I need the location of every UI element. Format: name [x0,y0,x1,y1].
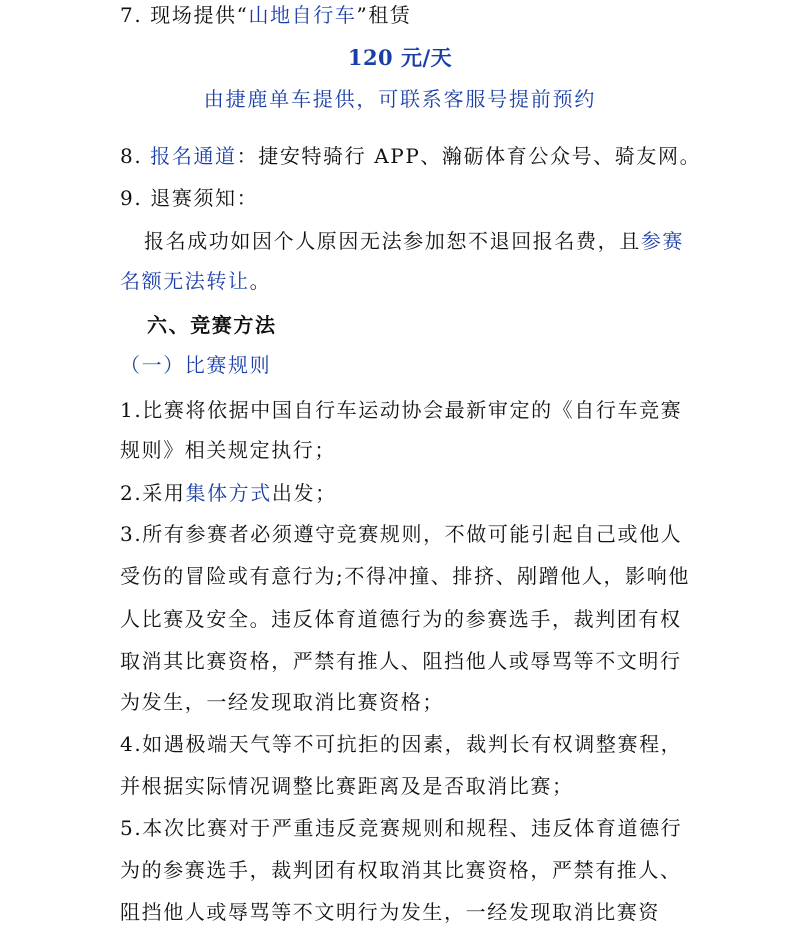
rule2-line [0,480,800,506]
item8-prefix: 8. [120,144,151,168]
section6-heading: 六、竞赛方法 [147,313,277,337]
item9-line2 [0,268,800,294]
item8-line [0,143,800,169]
rule1-line2: 规则》相关规定执行； [120,438,336,462]
item9-line1-plain: 报名成功如因个人原因无法参加恕不退回报名费，且 [144,229,641,253]
section6-subheading: （一）比赛规则 [120,353,272,377]
rule2-prefix: 2.采用 [120,481,186,505]
rule5-line1: 5.本次比赛对于严重违反竞赛规则和规程、违反体育道德行 [120,816,683,840]
item7-prefix: 7. 现场提供“ [120,3,249,27]
rule3-line3: 人比赛及安全。违反体育道德行为的参赛选手，裁判团有权 [120,607,682,631]
item8-highlight: 报名通道 [150,144,237,168]
rule3-line4: 取消其比赛资格，严禁有推人、阻挡他人或辱骂等不文明行 [120,649,682,673]
rule2-blue: 集体方式 [185,481,272,505]
rule4-line1: 4.如遇极端天气等不可抗拒的因素，裁判长有权调整赛程， [120,732,683,756]
item9-line2-blue: 名额无法转让 [120,269,250,293]
rule3-line2: 受伤的冒险或有意行为;不得冲撞、排挤、剐蹭他人，影响他 [120,564,690,588]
item8-suffix: ：捷安特骑行 APP、瀚砺体育公众号、骑友网。 [236,144,702,168]
rule4-line2: 并根据实际情况调整比赛距离及是否取消比赛； [120,774,574,798]
rule5-line2: 为的参赛选手，裁判团有权取消其比赛资格，严禁有推人、 [120,858,682,882]
rule2-suffix: 出发； [271,481,337,505]
item9-line1 [0,228,800,254]
item7-highlight: 山地自行车 [248,3,357,27]
rule3-line5: 为发生，一经发现取消比赛资格； [120,690,444,714]
rental-provider-note: 由捷鹿单车提供，可联系客服号提前预约 [203,87,597,111]
item9-title: 9. 退赛须知： [120,186,259,210]
rental-price: 120 元/天 [347,45,453,70]
item9-line2-plain: 。 [249,269,272,293]
item7-line [0,2,800,28]
item9-line1-blue: 参赛 [640,229,685,253]
rule5-line3: 阻挡他人或辱骂等不文明行为发生，一经发现取消比赛资 [120,900,660,924]
rule3-line1: 3.所有参赛者必须遵守竞赛规则，不做可能引起自己或他人 [120,522,683,546]
rule1-line1: 1.比赛将依据中国自行车运动协会最新审定的《自行车竞赛 [120,398,683,422]
item7-suffix: ”租赁 [356,3,412,27]
